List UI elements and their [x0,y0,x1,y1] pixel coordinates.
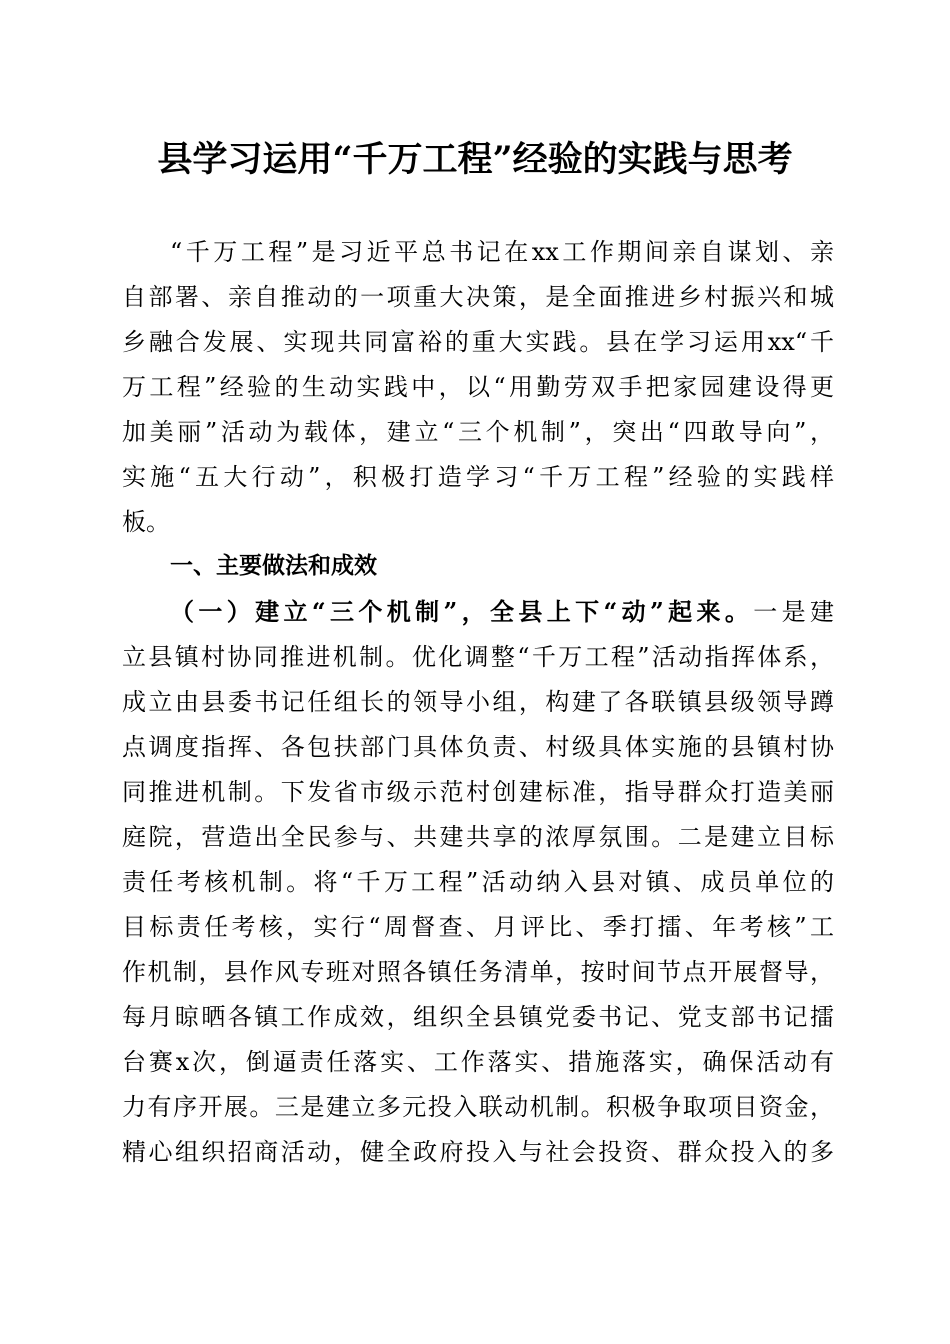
body-line: 责任考核机制。将“千万工程”活动纳入县对镇、成员单位的 [122,868,834,896]
subsection-first-line [170,595,834,629]
body-line: 每月晾晒各镇工作成效，组织全县镇党委书记、党支部书记擂 [122,1003,834,1031]
intro-line: “千万工程”是习近平总书记在xx工作期间亲自谋划、亲 [170,238,834,266]
body-line: 精心组织招商活动，健全政府投入与社会投资、群众投入的多 [122,1138,834,1166]
body-line: 立县镇村协同推进机制。优化调整“千万工程”活动指挥体系， [122,643,834,671]
intro-line: 实施“五大行动”，积极打造学习“千万工程”经验的实践样 [122,463,834,491]
body-line: 庭院，营造出全民参与、共建共享的浓厚氛围。二是建立目标 [122,823,834,851]
intro-line: 万工程”经验的生动实践中，以“用勤劳双手把家园建设得更 [122,373,834,401]
subsection-lead-rest: 一是建 [753,598,835,626]
body-line: 作机制，县作风专班对照各镇任务清单，按时间节点开展督导， [122,958,834,986]
subsection-heading: （一）建立“三个机制”，全县上下“动”起来。 [170,597,754,626]
body-line: 同推进机制。下发省市级示范村创建标准，指导群众打造美丽 [122,778,834,806]
body-line: 力有序开展。三是建立多元投入联动机制。积极争取项目资金， [122,1093,834,1121]
body-line: 成立由县委书记任组长的领导小组，构建了各联镇县级领导蹲 [122,688,834,716]
intro-line: 自部署、亲自推动的一项重大决策，是全面推进乡村振兴和城 [122,283,834,311]
intro-line: 乡融合发展、实现共同富裕的重大实践。县在学习运用xx“千 [122,328,834,356]
intro-line: 板。 [122,508,170,536]
body-line: 台赛x次，倒逼责任落实、工作落实、措施落实，确保活动有 [122,1048,834,1076]
body-line: 目标责任考核，实行“周督查、月评比、季打擂、年考核”工 [122,913,834,941]
page-title: 县学习运用“千万工程”经验的实践与思考 [157,139,793,180]
intro-line: 加美丽”活动为载体，建立“三个机制”，突出“四敢导向”， [122,418,834,446]
body-line: 点调度指挥、各包扶部门具体负责、村级具体实施的县镇村协 [122,733,834,761]
section-heading: 一、主要做法和成效 [170,553,377,579]
